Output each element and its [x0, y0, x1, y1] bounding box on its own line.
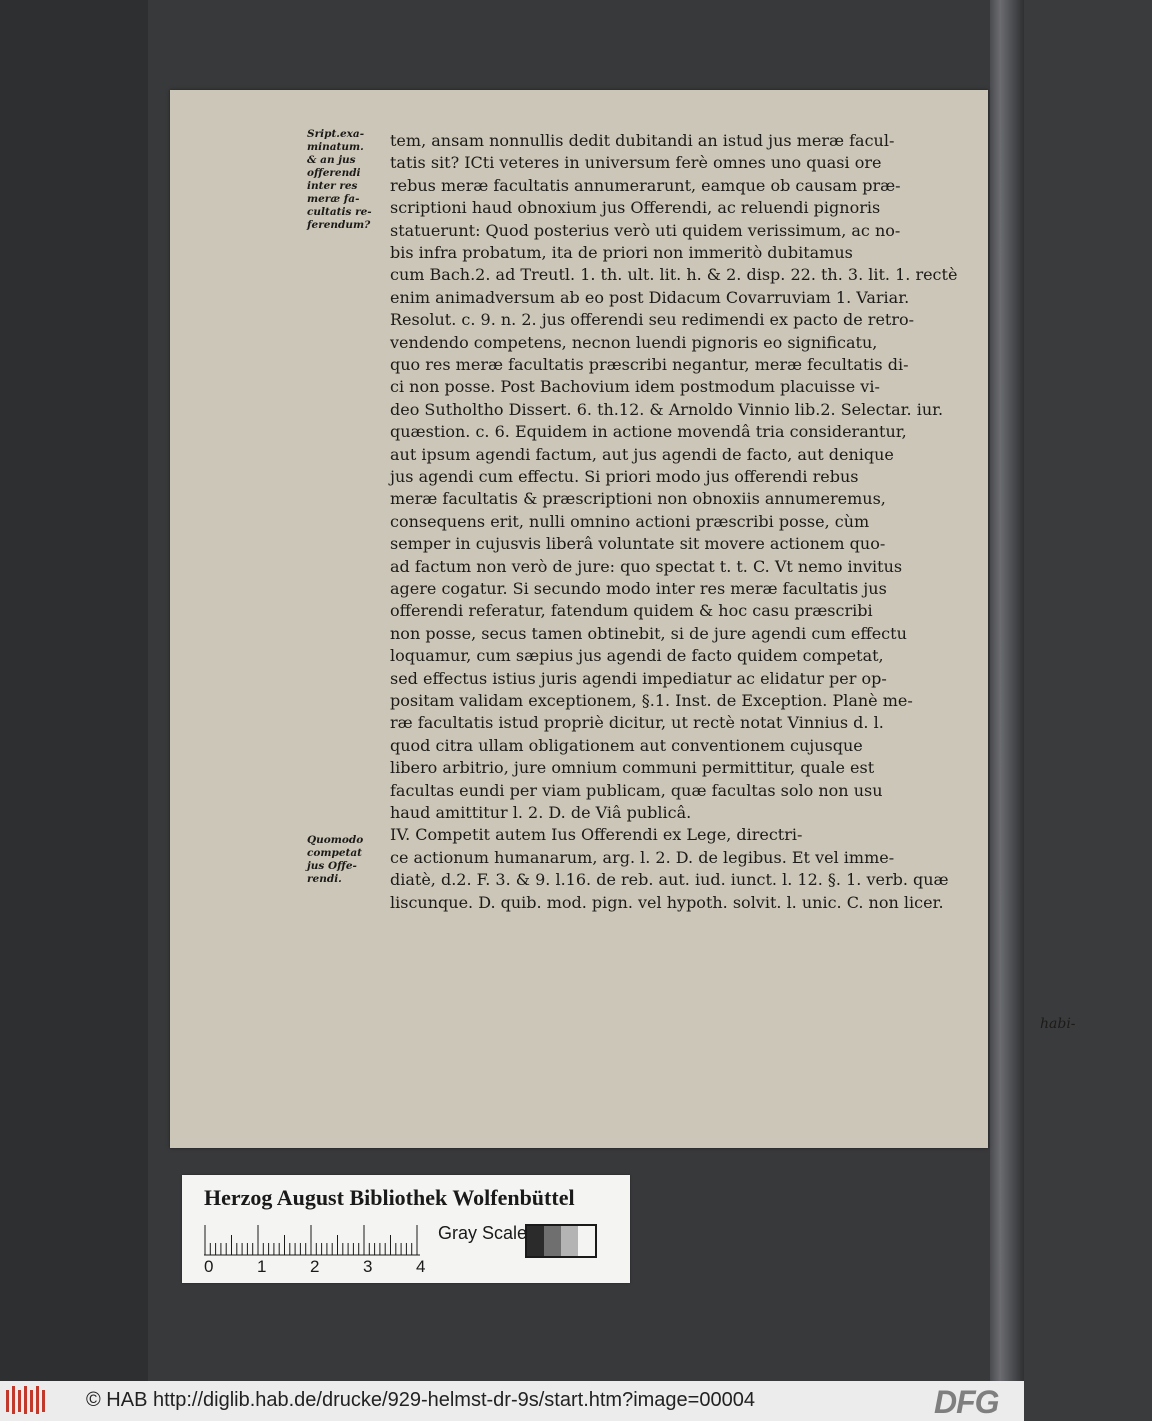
- text-line: quæstion. c. 6. Equidem in actione movendâ tria considerantur,: [390, 422, 907, 442]
- backdrop-left-shadow: [0, 0, 148, 1381]
- text-line: vendendo competens, necnon luendi pignoris eo significatu,: [390, 332, 878, 352]
- text-line: diatè, d.2. F. 3. & 9. l.16. de reb. aut. iud. iunct. l. 12. §. 1. verb. quæ: [390, 870, 949, 890]
- text-line: bis infra probatum, ita de priori non immeritò dubitamus: [390, 243, 853, 262]
- text-line: statuerunt: Quod posterius verò uti quidem verissimum, ac no-: [390, 220, 901, 240]
- text-line: facultas eundi per viam publicam, quæ facultas solo non usu: [390, 780, 883, 800]
- book-page: [170, 90, 1076, 1148]
- text-line: consequens erit, nulli omnino actioni præscribi posse, cùm: [390, 511, 870, 531]
- gray-scale-swatches: [525, 1224, 597, 1258]
- text-line: ad factum non verò de jure: quo spectat t. t. C. Vt nemo invitus: [390, 556, 903, 576]
- card-title: Herzog August Bibliothek Wolfenbüttel: [204, 1185, 575, 1210]
- gray-swatch: [544, 1226, 561, 1256]
- text-line: ci non posse. Post Bachovium idem postmodum placuisse vi-: [390, 377, 880, 397]
- gray-scale-label: Gray Scale: [438, 1223, 528, 1243]
- text-line: cum Bach.2. ad Treutl. 1. th. ult. lit. h. & 2. disp. 22. th. 3. lit. 1. rectè: [390, 265, 958, 285]
- text-line: ræ facultatis istud propriè dicitur, ut rectè notat Vinnius d. l.: [390, 713, 884, 733]
- ruler-number: 3: [363, 1257, 373, 1276]
- text-line: tatis sit? ICti veteres in universum ferè omnes uno quasi ore: [390, 153, 882, 173]
- ruler-icon: [204, 1225, 430, 1257]
- text-line: enim animadversum ab eo post Didacum Covarruviam 1. Variar.: [390, 287, 910, 307]
- text-line: offerendi referatur, fatendum quidem & hoc casu præscribi: [390, 601, 873, 621]
- text-line: scriptioni haud obnoxium jus Offerendi, ac reluendi pignoris: [390, 198, 881, 218]
- text-line: jus agendi cum effectu. Si priori modo jus offerendi rebus: [390, 467, 859, 486]
- text-line: meræ facultatis & præscriptioni non obnoxiis annumeremus,: [390, 489, 886, 509]
- hab-logo-icon: [6, 1386, 48, 1414]
- text-line: loquamur, cum sæpius jus agendi de facto quidem competat,: [390, 646, 884, 666]
- text-line: aut ipsum agendi factum, aut jus agendi de facto, aut denique: [390, 444, 894, 464]
- ruler-number: 1: [257, 1257, 267, 1276]
- text-line: ce actionum humanarum, arg. l. 2. D. de legibus. Et vel imme-: [390, 847, 895, 867]
- text-line: non posse, secus tamen obtinebit, si de jure agendi cum effectu: [390, 623, 907, 643]
- ruler-number: 0: [204, 1257, 214, 1276]
- text-line: IV. Competit autem Ius Offerendi ex Lege, directri-: [390, 825, 803, 845]
- text-line: deo Sutholtho Dissert. 6. th.12. & Arnoldo Vinnio lib.2. Selectar. iur.: [390, 399, 944, 419]
- dfg-logo: DFG: [934, 1384, 999, 1420]
- margin-note: Sript.exa- minatum. & an jus offerendi inter res meræ fa- cultatis re- ferendum?: [307, 128, 372, 231]
- margin-note: Quomodo competat jus Offe- rendi.: [307, 834, 364, 885]
- ruler-number: 2: [310, 1257, 320, 1276]
- text-line: tem, ansam nonnullis dedit dubitandi an istud jus meræ facul-: [390, 131, 895, 150]
- text-line: quo res meræ facultatis præscribi negantur, meræ fecultatis di-: [390, 355, 909, 374]
- text-line: rebus meræ facultatis annumerarunt, eamque ob causam præ-: [390, 175, 901, 195]
- gray-swatch: [561, 1226, 578, 1256]
- text-line: semper in cujusvis liberâ voluntate sit movere actionem quo-: [390, 534, 886, 554]
- ruler-number: 4: [416, 1257, 426, 1276]
- text-line: sed effectus istius juris agendi impediatur ac elidatur per op-: [390, 668, 887, 688]
- ruler-numbers: [204, 1257, 444, 1279]
- text-line: Resolut. c. 9. n. 2. jus offerendi seu redimendi ex pacto de retro-: [390, 310, 915, 330]
- text-line: quod citra ullam obligationem aut conventionem cujusque: [390, 735, 863, 755]
- text-line: liscunque. D. quib. mod. pign. vel hypoth. solvit. l. unic. C. non licer.: [390, 892, 944, 912]
- text-line: positam validam exceptionem, §.1. Inst. de Exception. Planè me-: [390, 691, 913, 710]
- gray-swatch: [578, 1226, 595, 1256]
- text-line: haud amittitur l. 2. D. de Viâ publicâ.: [390, 803, 692, 822]
- text-line: libero arbitrio, jure omnium communi permittitur, quale est: [390, 758, 875, 778]
- text-line: agere cogatur. Si secundo modo inter res meræ facultatis jus: [390, 579, 887, 598]
- copyright-url[interactable]: © HAB http://diglib.hab.de/drucke/929-helmst-dr-9s/start.htm?image=00004: [86, 1389, 755, 1411]
- catchword: habi-: [1040, 1016, 1076, 1032]
- footer-bar: [0, 1381, 1024, 1421]
- gray-swatch: [527, 1226, 544, 1256]
- color-calibration-card: [182, 1175, 630, 1283]
